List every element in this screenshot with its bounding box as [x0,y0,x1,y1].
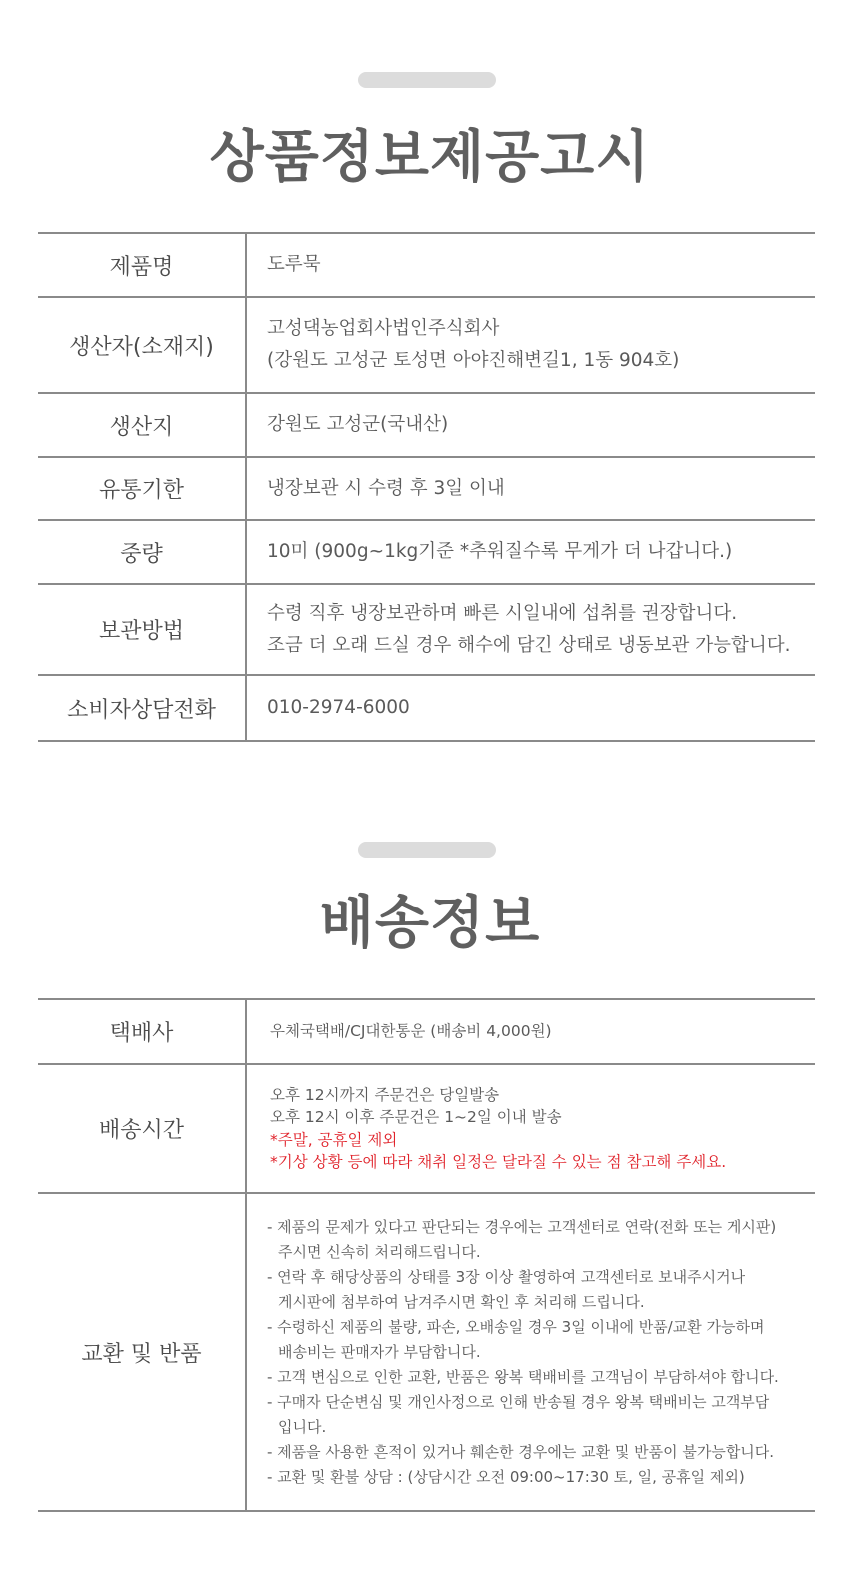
value-line: 냉장보관 시 수령 후 3일 이내 [267,477,505,499]
value-line: 10미 (900g~1kg기준 *추워질수록 무게가 더 나갑니다.) [267,541,733,562]
value-line: 오후 12시 이후 주문건은 1~2일 이내 발송 [270,1108,562,1126]
section-divider-pill [358,72,496,88]
product-notice-table [38,232,815,742]
returns-line: - 교환 및 환불 상담 : (상담시간 오전 09:00~17:30 토, 일, 공휴일 제외) [267,1467,745,1486]
row-label-product-name: 제품명 [38,234,247,296]
value-line: 고성댁농업회사법인주식회사 [267,318,500,339]
row-label-storage: 보관방법 [38,585,247,674]
value-line: 도루묵 [267,254,321,275]
table-row [38,521,815,585]
row-value-delivery-time [247,1065,815,1192]
row-value-returns [247,1194,815,1510]
table-row [38,458,815,521]
returns-line: - 제품의 문제가 있다고 판단되는 경우에는 고객센터로 연락(전화 또는 게시판) [267,1217,777,1236]
returns-line: - 수령하신 제품의 불량, 파손, 오배송일 경우 3일 이내에 반품/교환 가능하며 [267,1317,765,1336]
returns-line: - 연락 후 해당상품의 상태를 3장 이상 촬영하여 고객센터로 보내주시거나 [267,1267,746,1286]
value-line: (강원도 고성군 토성면 아야진해변길1, 1동 904호) [267,350,680,371]
row-label-courier: 택배사 [38,1000,247,1063]
product-notice-title: 상품정보제공고시 [209,125,651,190]
row-value-shelf-life [247,458,815,519]
table-row [38,1194,815,1512]
returns-line: 주시면 신속히 처리해드립니다. [278,1242,481,1261]
table-row [38,1000,815,1065]
table-row [38,1065,815,1194]
returns-line: 배송비는 판매자가 부담합니다. [278,1342,481,1361]
row-label-producer: 생산자(소재지) [38,298,247,392]
row-label-returns: 교환 및 반품 [38,1194,247,1510]
row-value-consumer-phone [247,676,815,740]
value-line: 수령 직후 냉장보관하며 빠른 시일내에 섭취를 권장합니다. [267,602,738,624]
table-row [38,585,815,676]
row-label-weight: 중량 [38,521,247,583]
row-value-storage [247,585,815,674]
table-row [38,394,815,458]
table-row [38,298,815,394]
shipping-info-title: 배송정보 [319,891,541,956]
value-line: 오후 12시까지 주문건은 당일발송 [270,1085,500,1104]
returns-line: - 구매자 단순변심 및 개인사정으로 인해 반송될 경우 왕복 택배비는 고객부담 [267,1392,770,1411]
row-value-producer [247,298,815,392]
shipping-info-table [38,998,815,1512]
weather-note: *기상 상황 등에 따라 채취 일정은 달라질 수 있는 점 참고해 주세요. [270,1153,727,1171]
row-value-product-name [247,234,815,296]
value-line: 조금 더 오래 드실 경우 해수에 담긴 상태로 냉동보관 가능합니다. [267,634,791,656]
table-row [38,676,815,742]
row-value-courier [247,1000,815,1063]
row-label-consumer-phone: 소비자상담전화 [38,676,247,740]
phone-number: 010-2974-6000 [267,697,410,718]
table-row [38,234,815,298]
returns-line: 게시판에 첨부하여 남겨주시면 확인 후 처리해 드립니다. [278,1292,645,1311]
returns-line: - 제품을 사용한 흔적이 있거나 훼손한 경우에는 교환 및 반품이 불가능합니다. [267,1442,775,1461]
returns-line: - 고객 변심으로 인한 교환, 반품은 왕복 택배비를 고객님이 부담하셔야 합니다. [267,1367,779,1386]
row-value-origin [247,394,815,456]
row-label-shelf-life: 유통기한 [38,458,247,519]
section-divider-pill [358,842,496,858]
row-label-origin: 생산지 [38,394,247,456]
value-line: 우체국택배/CJ대한통운 (배송비 4,000원) [270,1022,552,1041]
row-value-weight [247,521,815,583]
row-label-delivery-time: 배송시간 [38,1065,247,1192]
holiday-note: *주말, 공휴일 제외 [270,1130,398,1149]
value-line: 강원도 고성군(국내산) [267,414,449,435]
returns-line: 입니다. [278,1417,327,1436]
